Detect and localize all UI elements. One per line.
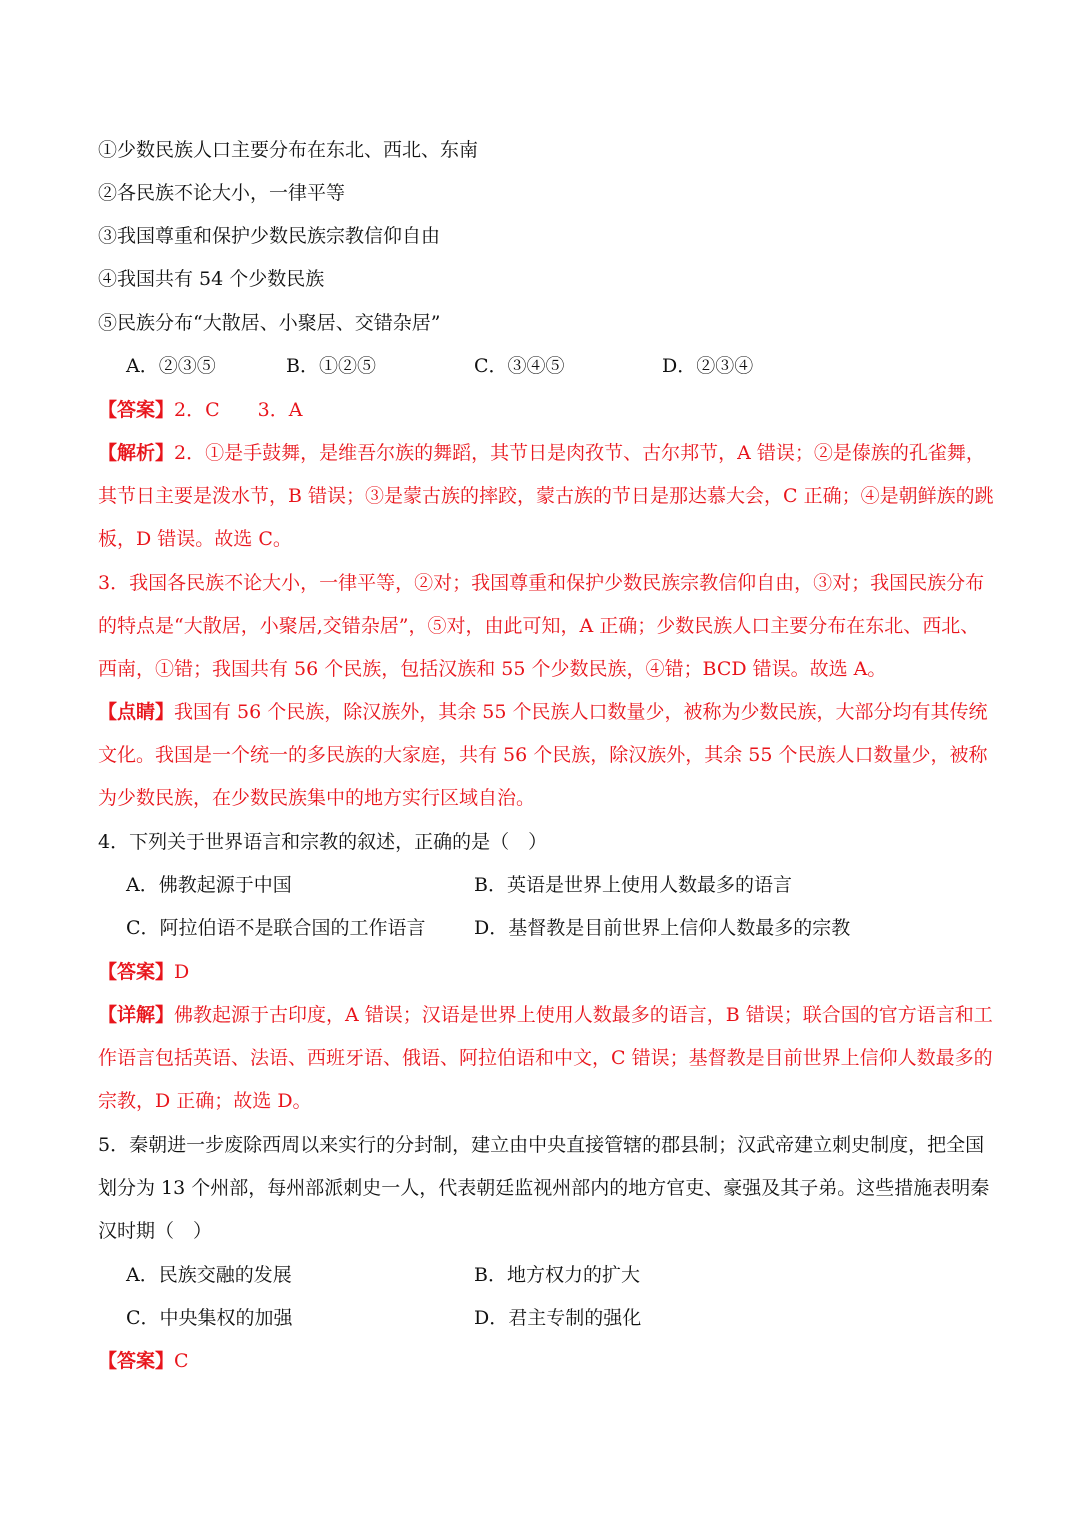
q5-option-d: D．君主专制的强化 xyxy=(474,1307,642,1329)
q5-stem-line-1: 5．秦朝进一步废除西周以来实行的分封制，建立由中央直接管辖的郡县制；汉武帝建立刺史制度，把全国 xyxy=(98,1134,985,1156)
analysis-line-5: 的特点是“大散居，小聚居,交错杂居”，⑤对，由此可知，A 正确；少数民族人口主要分布在东北、西北、 xyxy=(98,615,980,637)
q4-option-b: B．英语是世界上使用人数最多的语言 xyxy=(474,874,792,896)
q4-option-a: A．佛教起源于中国 xyxy=(126,874,292,896)
q3-option-a: A．②③⑤ xyxy=(126,355,216,377)
q4-detail-line-2: 作语言包括英语、法语、西班牙语、俄语、阿拉伯语和中文，C 错误；基督教是目前世界上信仰人数最多的 xyxy=(98,1047,993,1069)
q4-detail-tag: 【详解】 xyxy=(98,1004,175,1026)
q5-stem-line-3: 汉时期（ ） xyxy=(98,1220,213,1242)
answer-tag: 【答案】 xyxy=(98,399,175,421)
q5-answer xyxy=(98,1349,988,1373)
q3-option-c: C．③④⑤ xyxy=(474,355,565,377)
answer-2-3 xyxy=(98,398,988,422)
analysis-line-2: 其节日主要是泼水节，B 错误；③是蒙古族的摔跤，蒙古族的节日是那达慕大会，C 正确；④是朝鲜族的跳 xyxy=(98,485,994,507)
q4-answer xyxy=(98,960,988,984)
analysis-line-1 xyxy=(98,441,988,465)
q3-item-5: ⑤民族分布“大散居、小聚居、交错杂居” xyxy=(98,312,441,334)
tip-text-1: 我国有 56 个民族，除汉族外，其余 55 个民族人口数量少，被称为少数民族，大部分均有其传统 xyxy=(174,701,988,723)
q5-option-c: C．中央集权的加强 xyxy=(126,1307,293,1329)
q5-answer-text: C xyxy=(174,1350,189,1372)
q4-detail-text-1: 佛教起源于古印度，A 错误；汉语是世界上使用人数最多的语言，B 错误；联合国的官方语言和工 xyxy=(174,1004,993,1026)
q3-item-3: ③我国尊重和保护少数民族宗教信仰自由 xyxy=(98,225,441,247)
analysis-text-1: 2．①是手鼓舞，是维吾尔族的舞蹈，其节日是肉孜节、古尔邦节，A 错误；②是傣族的孔雀舞， xyxy=(174,442,985,464)
analysis-line-4: 3．我国各民族不论大小，一律平等，②对；我国尊重和保护少数民族宗教信仰自由，③对；我国民族分布 xyxy=(98,572,985,594)
q5-option-a: A．民族交融的发展 xyxy=(126,1264,292,1286)
q3-item-4: ④我国共有 54 个少数民族 xyxy=(98,268,325,290)
q4-option-d: D．基督教是目前世界上信仰人数最多的宗教 xyxy=(474,917,851,939)
tip-line-2: 文化。我国是一个统一的多民族的大家庭，共有 56 个民族，除汉族外，其余 55 个民族人口数量少，被称 xyxy=(98,744,988,766)
tip-tag: 【点睛】 xyxy=(98,701,175,723)
q4-stem: 4．下列关于世界语言和宗教的叙述，正确的是（ ） xyxy=(98,831,548,853)
q5-answer-tag: 【答案】 xyxy=(98,1350,175,1372)
q3-item-2: ②各民族不论大小，一律平等 xyxy=(98,182,346,204)
q5-stem-line-2: 划分为 13 个州部，每州部派刺史一人，代表朝廷监视州部内的地方官吏、豪强及其子弟。这些措施表明秦 xyxy=(98,1177,990,1199)
q5-option-b: B．地方权力的扩大 xyxy=(474,1264,640,1286)
answer-text: 2．C 3．A xyxy=(174,399,303,421)
q3-item-1: ①少数民族人口主要分布在东北、西北、东南 xyxy=(98,139,479,161)
analysis-tag: 【解析】 xyxy=(98,442,175,464)
tip-line-1 xyxy=(98,700,988,724)
q4-detail-line-3: 宗教，D 正确；故选 D。 xyxy=(98,1090,312,1112)
q4-option-c: C．阿拉伯语不是联合国的工作语言 xyxy=(126,917,426,939)
q3-option-d: D．②③④ xyxy=(662,355,754,377)
q4-answer-tag: 【答案】 xyxy=(98,961,175,983)
analysis-line-6: 西南，①错；我国共有 56 个民族，包括汉族和 55 个少数民族，④错；BCD 错误。故选 A。 xyxy=(98,658,887,680)
analysis-line-3: 板，D 错误。故选 C。 xyxy=(98,528,292,550)
tip-line-3: 为少数民族，在少数民族集中的地方实行区域自治。 xyxy=(98,787,536,809)
q4-answer-text: D xyxy=(174,961,190,983)
q4-detail-line-1 xyxy=(98,1003,993,1027)
q3-option-b: B．①②⑤ xyxy=(286,355,376,377)
